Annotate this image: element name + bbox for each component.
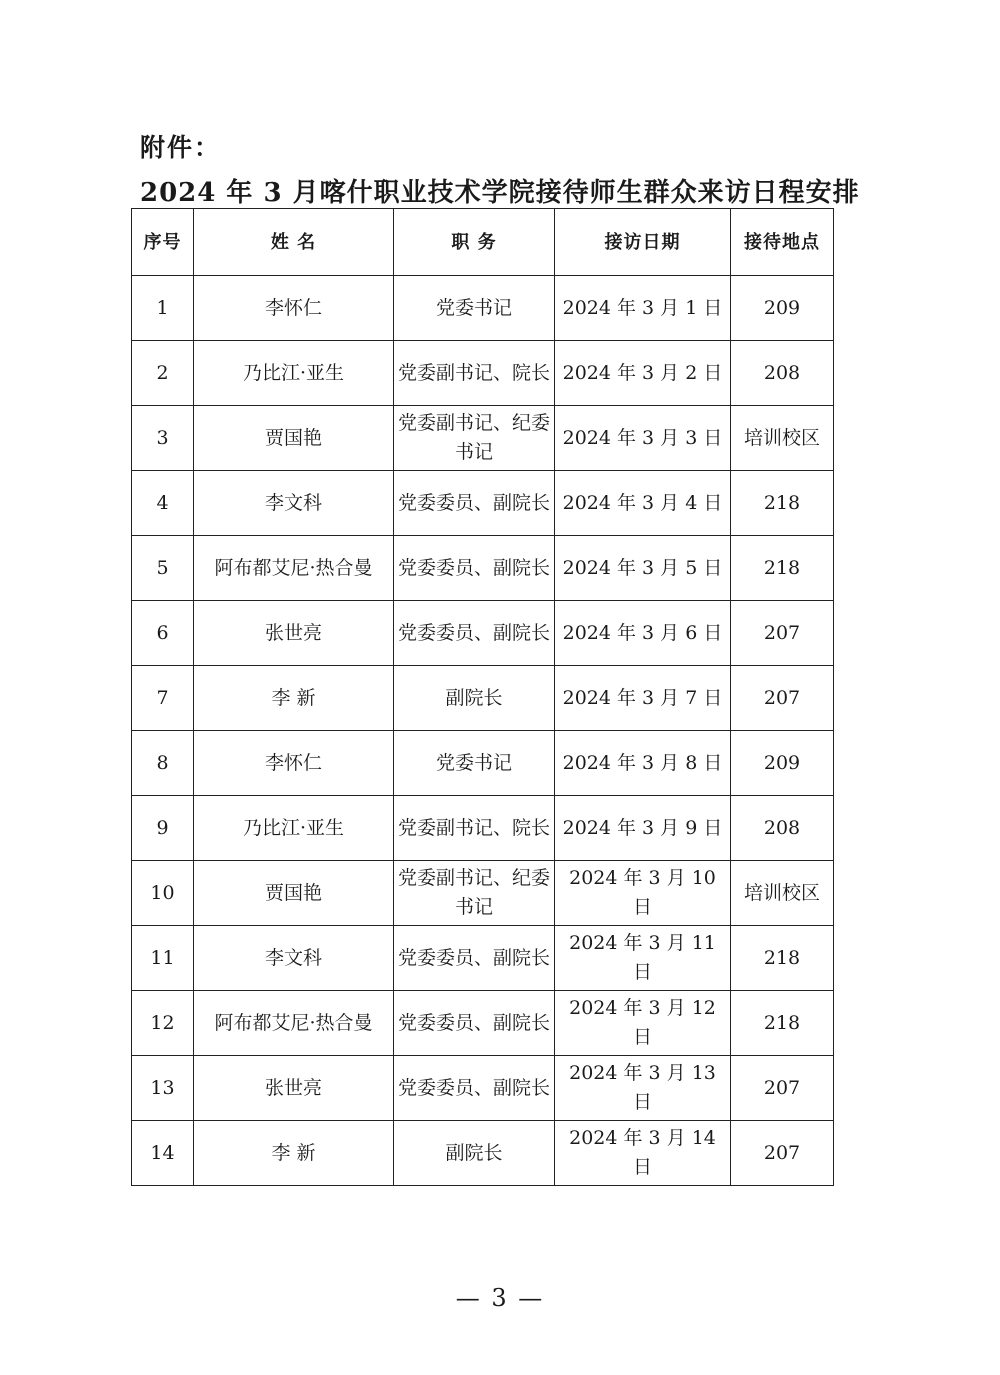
- cell-position: 党委副书记、院长: [394, 796, 555, 861]
- cell-name: 乃比江·亚生: [194, 796, 394, 861]
- cell-date: 2024 年 3 月 2 日: [555, 341, 731, 406]
- cell-no: 12: [132, 991, 194, 1056]
- cell-name: 李文科: [194, 471, 394, 536]
- cell-position: 党委书记: [394, 276, 555, 341]
- cell-no: 3: [132, 406, 194, 471]
- cell-position: 党委委员、副院长: [394, 926, 555, 991]
- table-row: [132, 926, 834, 991]
- cell-position: 副院长: [394, 1121, 555, 1186]
- table-row: [132, 471, 834, 536]
- cell-name: 阿布都艾尼·热合曼: [194, 536, 394, 601]
- cell-no: 8: [132, 731, 194, 796]
- cell-location: 218: [731, 991, 834, 1056]
- table-row: [132, 601, 834, 666]
- table-row: [132, 666, 834, 731]
- header-date: 接访日期: [555, 209, 731, 276]
- cell-name: 贾国艳: [194, 861, 394, 926]
- cell-name: 阿布都艾尼·热合曼: [194, 991, 394, 1056]
- cell-location: 207: [731, 1056, 834, 1121]
- cell-name: 张世亮: [194, 601, 394, 666]
- cell-name: 李怀仁: [194, 731, 394, 796]
- cell-name: 李怀仁: [194, 276, 394, 341]
- cell-location: 208: [731, 796, 834, 861]
- cell-location: 209: [731, 731, 834, 796]
- cell-date: 2024 年 3 月 7 日: [555, 666, 731, 731]
- cell-name: 乃比江·亚生: [194, 341, 394, 406]
- cell-location: 培训校区: [731, 861, 834, 926]
- cell-no: 1: [132, 276, 194, 341]
- document-title: 2024 年 3 月喀什职业技术学院接待师生群众来访日程安排: [140, 178, 860, 208]
- cell-name: 李 新: [194, 1121, 394, 1186]
- cell-position: 党委委员、副院长: [394, 1056, 555, 1121]
- table-row: [132, 861, 834, 926]
- cell-no: 14: [132, 1121, 194, 1186]
- cell-position: 副院长: [394, 666, 555, 731]
- cell-location: 207: [731, 1121, 834, 1186]
- page-number: — 3 —: [455, 1284, 545, 1312]
- cell-no: 5: [132, 536, 194, 601]
- cell-date: 2024 年 3 月 5 日: [555, 536, 731, 601]
- cell-position: 党委委员、副院长: [394, 471, 555, 536]
- cell-date: 2024 年 3 月 10 日: [555, 861, 731, 926]
- table-row: [132, 1121, 834, 1186]
- cell-name: 贾国艳: [194, 406, 394, 471]
- cell-date: 2024 年 3 月 8 日: [555, 731, 731, 796]
- cell-no: 4: [132, 471, 194, 536]
- header-position: 职 务: [394, 209, 555, 276]
- cell-location: 218: [731, 926, 834, 991]
- cell-no: 9: [132, 796, 194, 861]
- cell-location: 218: [731, 471, 834, 536]
- cell-position: 党委委员、副院长: [394, 536, 555, 601]
- table-row: [132, 991, 834, 1056]
- attachment-label: 附件：: [140, 133, 222, 162]
- cell-date: 2024 年 3 月 13 日: [555, 1056, 731, 1121]
- cell-location: 207: [731, 666, 834, 731]
- cell-location: 208: [731, 341, 834, 406]
- table-row: [132, 731, 834, 796]
- table-header-row: [132, 209, 834, 276]
- cell-no: 7: [132, 666, 194, 731]
- cell-date: 2024 年 3 月 3 日: [555, 406, 731, 471]
- cell-no: 6: [132, 601, 194, 666]
- header-no: 序号: [132, 209, 194, 276]
- table-row: [132, 796, 834, 861]
- table-row: [132, 276, 834, 341]
- cell-position: 党委副书记、纪委书记: [394, 861, 555, 926]
- cell-name: 李文科: [194, 926, 394, 991]
- cell-position: 党委副书记、院长: [394, 341, 555, 406]
- reception-schedule-table: [131, 208, 834, 1186]
- header-location: 接待地点: [731, 209, 834, 276]
- cell-date: 2024 年 3 月 6 日: [555, 601, 731, 666]
- cell-position: 党委副书记、纪委书记: [394, 406, 555, 471]
- header-name: 姓 名: [194, 209, 394, 276]
- cell-position: 党委书记: [394, 731, 555, 796]
- cell-no: 2: [132, 341, 194, 406]
- cell-name: 张世亮: [194, 1056, 394, 1121]
- cell-date: 2024 年 3 月 11 日: [555, 926, 731, 991]
- cell-location: 207: [731, 601, 834, 666]
- cell-location: 209: [731, 276, 834, 341]
- table-row: [132, 536, 834, 601]
- cell-no: 13: [132, 1056, 194, 1121]
- cell-date: 2024 年 3 月 9 日: [555, 796, 731, 861]
- cell-name: 李 新: [194, 666, 394, 731]
- cell-position: 党委委员、副院长: [394, 601, 555, 666]
- cell-date: 2024 年 3 月 4 日: [555, 471, 731, 536]
- cell-date: 2024 年 3 月 14 日: [555, 1121, 731, 1186]
- cell-position: 党委委员、副院长: [394, 991, 555, 1056]
- cell-no: 11: [132, 926, 194, 991]
- table-row: [132, 341, 834, 406]
- cell-date: 2024 年 3 月 1 日: [555, 276, 731, 341]
- cell-location: 218: [731, 536, 834, 601]
- cell-no: 10: [132, 861, 194, 926]
- cell-date: 2024 年 3 月 12 日: [555, 991, 731, 1056]
- cell-location: 培训校区: [731, 406, 834, 471]
- table-row: [132, 406, 834, 471]
- table-row: [132, 1056, 834, 1121]
